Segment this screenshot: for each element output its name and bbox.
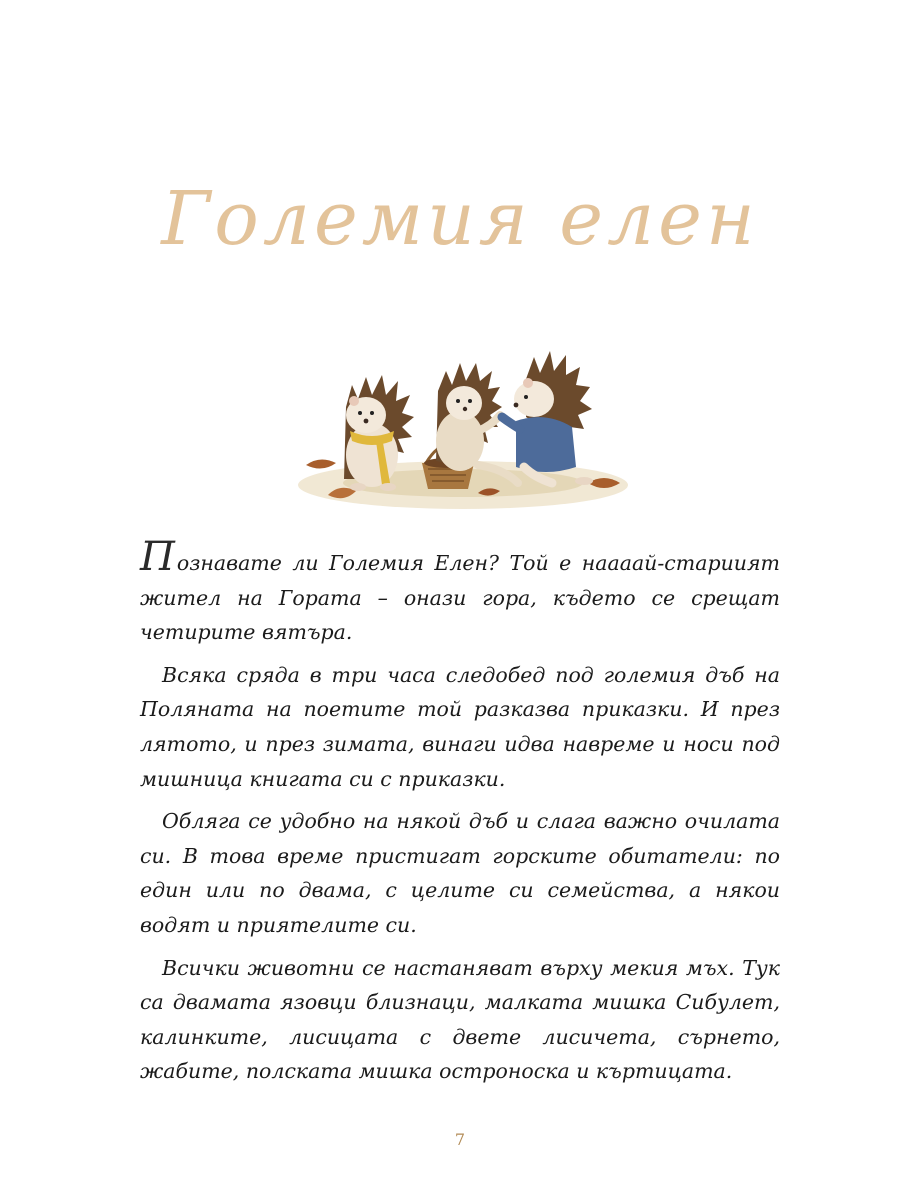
hedgehog-left-eye-l: [358, 411, 362, 415]
drop-cap: П: [140, 534, 175, 580]
paragraph-1-text: ознавате ли Големия Елен? Той е наааай-стариият жител на Гората – онази гора, където се срещат четирите вятъра.: [140, 551, 780, 645]
hedgehog-left-foot: [350, 483, 366, 491]
hedgehog-right-arm: [502, 417, 520, 429]
hedgehog-middle-eye-r: [468, 399, 472, 403]
hedgehog-left-nose: [364, 419, 369, 424]
hedgehog-right-nose: [514, 403, 519, 408]
hedgehogs-illustration-icon: [288, 345, 638, 515]
hedgehog-right-foot: [575, 477, 593, 485]
hedgehog-left-ear: [349, 396, 359, 406]
hedgehog-right-face: [514, 381, 554, 417]
page-number: 7: [454, 1130, 466, 1149]
paragraph-3: Обляга се удобно на някой дъб и слага важно очилата си. В това време пристигат горските обитатели: по един или по двама, с целите си семейства, а някои водят и приятелите си.: [140, 809, 780, 937]
paragraph-1: [140, 534, 780, 650]
hedgehog-left-foot-2: [380, 483, 396, 491]
story-text: [140, 534, 780, 1097]
hedgehog-left-eye-r: [370, 411, 374, 415]
paragraph-2: Всяка сряда в три часа следобед под големия дъб на Поляната на поетите той разказва приказки. И през лятото, и през зимата, винаги идва навреме и носи под мишница книгата си с приказки.: [140, 662, 780, 791]
leaf-left: [306, 459, 336, 468]
hedgehog-right-ear: [523, 378, 533, 388]
hedgehog-right-eye: [524, 395, 528, 399]
chapter-title: Големия елен: [161, 176, 759, 262]
hedgehog-middle-eye-l: [456, 399, 460, 403]
hedgehog-middle-nose: [463, 407, 467, 411]
paragraph-4: Всички животни се настаняват върху мекия мъх. Тук са двамата язовци близнаци, малката мишка Сибулет, калинките, лисицата с двете лисичета, сърнето, жабите, полската мишка остроноска и къртицата.: [140, 955, 780, 1084]
hedgehog-middle-face: [446, 386, 482, 420]
